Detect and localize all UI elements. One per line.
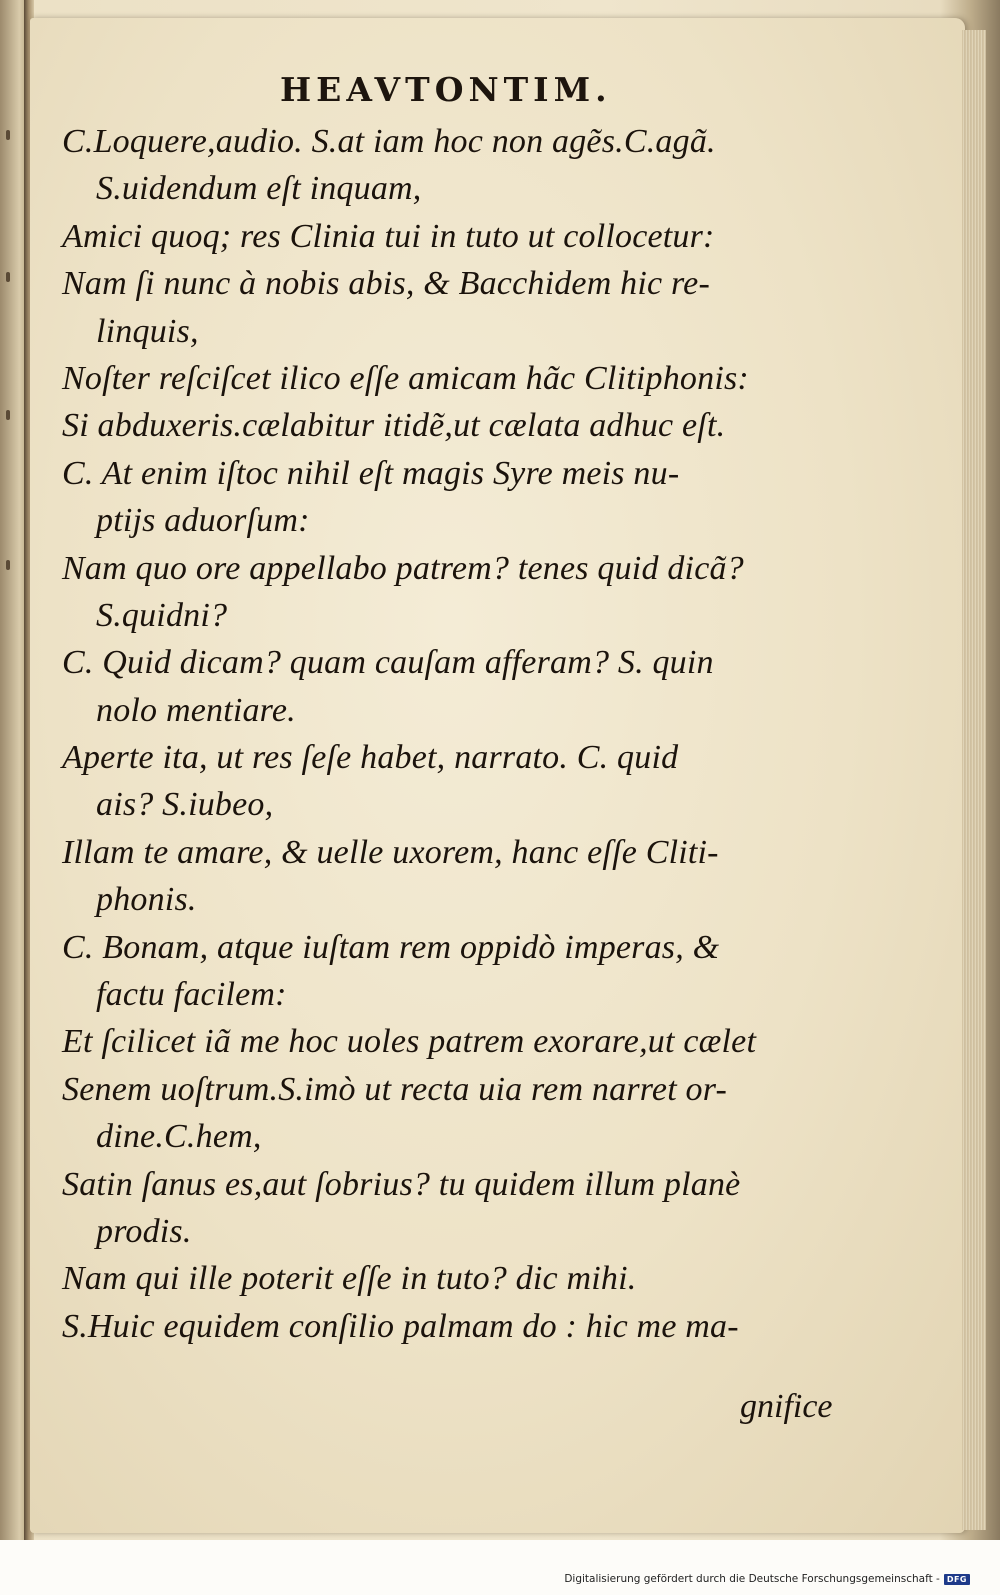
- text-line: C.Loquere,audio. S.at iam hoc non agẽs.C.agã.: [62, 123, 716, 160]
- text-line: C. Bonam, atque iuſtam rem oppidò imperas, &: [62, 928, 720, 966]
- text-line: C. Quid dicam? quam cauſam afferam? S. quin: [62, 644, 714, 682]
- text-line: ais? S.iubeo,: [96, 786, 274, 824]
- text-line: ptijs aduorſum:: [96, 502, 310, 540]
- text-line: Amici quoq; res Clinia tui in tuto ut collocetur:: [62, 217, 715, 255]
- text-line: S.Huic equidem conſilio palmam do : hic me ma-: [62, 1307, 739, 1345]
- facing-page-ink-mark: [6, 410, 10, 420]
- text-line: dine.C.hem,: [96, 1118, 262, 1156]
- text-line: Nam qui ille poterit eſſe in tuto? dic mihi.: [62, 1260, 637, 1298]
- text-line: nolo mentiare.: [96, 691, 296, 729]
- text-line: Satin ſanus es,aut ſobrius? tu quidem illum planè: [62, 1165, 741, 1203]
- text-line: factu facilem:: [96, 976, 287, 1014]
- page-fore-edge: [962, 30, 986, 1530]
- text-line: Noſter reſciſcet ilico eſſe amicam hãc Clitiphonis:: [62, 359, 749, 397]
- credit-text: Digitalisierung gefördert durch die Deutsche Forschungsgemeinschaft -: [564, 1573, 940, 1585]
- text-line: linquis,: [96, 312, 199, 350]
- text-line: Aperte ita, ut res ſeſe habet, narrato. C. quid: [62, 739, 679, 777]
- text-line: S.uidendum eſt inquam,: [96, 170, 422, 208]
- catchword: gnifice: [740, 1388, 833, 1425]
- text-line: Si abduxeris.cælabitur itidẽ,ut cælata adhuc eſt.: [62, 407, 726, 445]
- text-line: Nam ſi nunc à nobis abis, & Bacchidem hic re-: [62, 265, 710, 303]
- verse-text-block: [62, 118, 922, 1350]
- text-line: prodis.: [96, 1212, 192, 1250]
- text-line: phonis.: [96, 881, 197, 919]
- text-line: Nam quo ore appellabo patrem? tenes quid dicã?: [62, 549, 744, 587]
- facing-page-ink-mark: [6, 272, 10, 282]
- facing-page-ink-mark: [6, 560, 10, 570]
- text-line: Illam te amare, & uelle uxorem, hanc eſſe Cliti-: [62, 833, 719, 871]
- digitization-credit: [564, 1573, 970, 1585]
- running-head: HEAVTONTIM.: [280, 70, 612, 109]
- dfg-logo: DFG: [944, 1574, 970, 1585]
- footer-band: [0, 1540, 1000, 1595]
- text-line: C. At enim iſtoc nihil eſt magis Syre meis nu-: [62, 454, 680, 492]
- text-line: S.quidni?: [96, 596, 228, 634]
- text-line: Et ſcilicet iã me hoc uoles patrem exorare,ut cælet: [62, 1023, 757, 1061]
- text-line: Senem uoſtrum.S.imò ut recta uia rem narret or-: [62, 1070, 728, 1108]
- facing-page-ink-mark: [6, 130, 10, 140]
